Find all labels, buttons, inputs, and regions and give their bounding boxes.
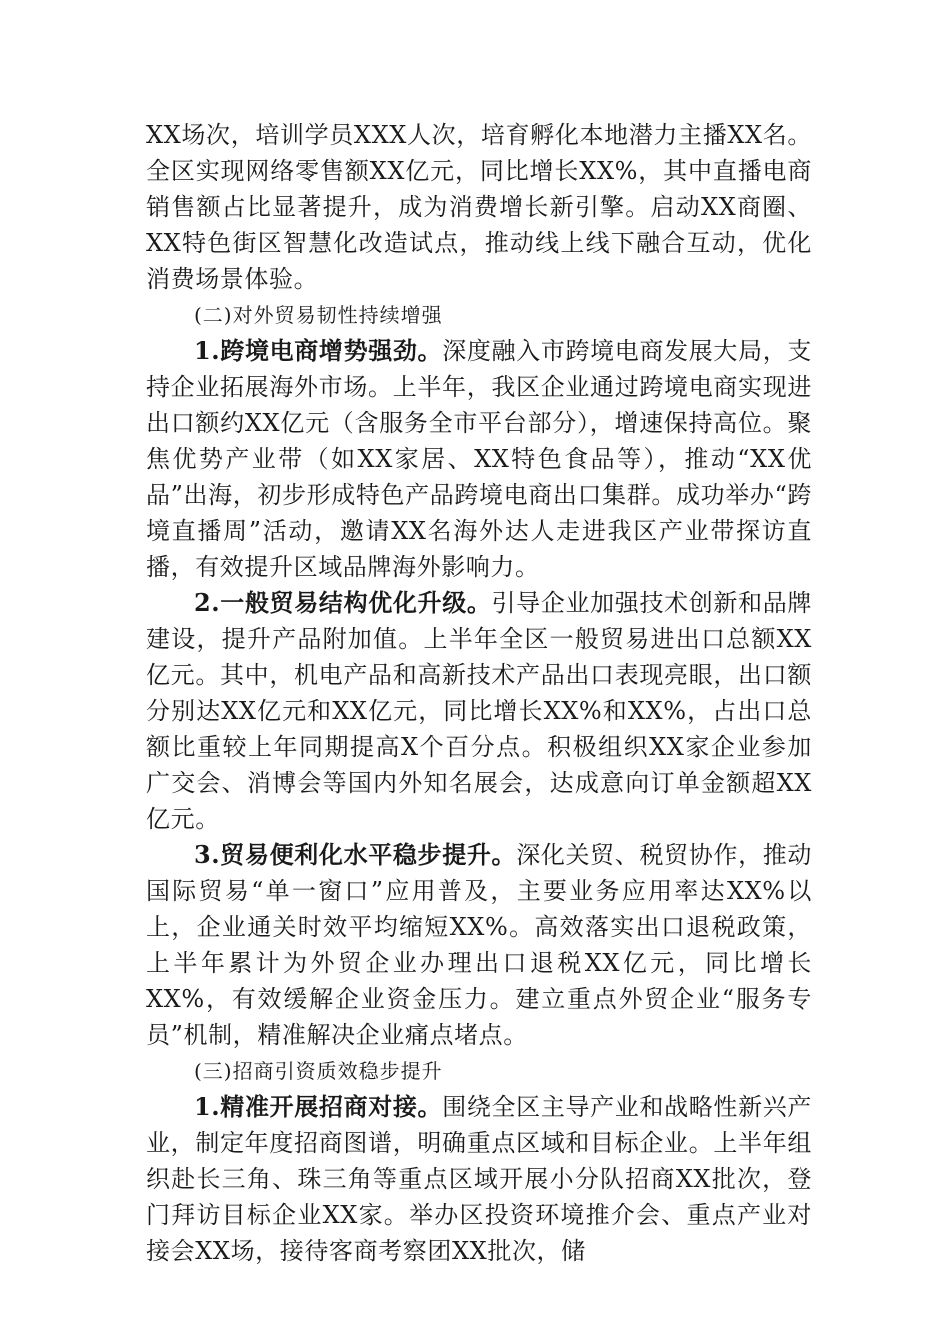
paragraph-general-trade [146,585,812,837]
paragraph-investment-matching [146,1089,812,1269]
paragraph-text: 围绕全区主导产业和战略性新兴产业，制定年度招商图谱，明确重点区域和目标企业。上半年组织赴长三角、珠三角等重点区域开展小分队招商XX批次，登门拜访目标企业XX家。举办区投资环境推介会、重点产业对接会XX场，接待客商考察团XX批次，储 [146,1093,813,1265]
paragraph-text: 深度融入市跨境电商发展大局，支持企业拓展海外市场。上半年，我区企业通过跨境电商实现进出口额约XX亿元（含服务全市平台部分），增速保持高位。聚焦优势产业带（如XX家居、XX特色食品等），推动“XX优品”出海，初步形成特色产品跨境电商出口集群。成功举办“跨境直播周”活动，邀请XX名海外达人走进我区产业带探访直播，有效提升区域品牌海外影响力。 [146,337,813,581]
section-heading-investment: (三)招商引资质效稳步提升 [194,1059,443,1083]
paragraph-text: 深化关贸、税贸协作，推动国际贸易“单一窗口”应用普及，主要业务应用率达XX%以上，企业通关时效平均缩短XX%。高效落实出口退税政策，上半年累计为外贸企业办理出口退税XX亿元，同比增长XX%，有效缓解企业资金压力。建立重点外贸企业“服务专员”机制，精准解决企业痛点堵点。 [146,841,812,1049]
paragraph-lead: 1.精准开展招商对接。 [194,1092,443,1121]
paragraph-text: 引导企业加强技术创新和品牌建设，提升产品附加值。上半年全区一般贸易进出口总额XX亿元。其中，机电产品和高新技术产品出口表现亮眼，出口额分别达XX亿元和XX亿元，同比增长XX%和XX%，占出口总额比重较上年同期提高X个百分点。积极组织XX家企业参加广交会、消博会等国内外知名展会，达成意向订单金额超XX亿元。 [146,589,812,833]
section-heading-foreign-trade: (二)对外贸易韧性持续增强 [194,303,443,327]
paragraph-consumption-continued [146,117,812,297]
paragraph-lead: 3.贸易便利化水平稳步提升。 [194,840,517,869]
document-page [146,117,812,1269]
paragraph-trade-facilitation [146,837,812,1053]
paragraph-lead: 2.一般贸易结构优化升级。 [194,588,492,617]
paragraph-text: XX场次，培训学员XXX人次，培育孵化本地潜力主播XX名。全区实现网络零售额XX亿元，同比增长XX%，其中直播电商销售额占比显著提升，成为消费增长新引擎。启动XX商圈、XX特色街区智慧化改造试点，推动线上线下融合互动，优化消费场景体验。 [146,121,812,293]
paragraph-cross-border-ecommerce [146,333,812,585]
paragraph-lead: 1.跨境电商增势强劲。 [194,336,443,365]
